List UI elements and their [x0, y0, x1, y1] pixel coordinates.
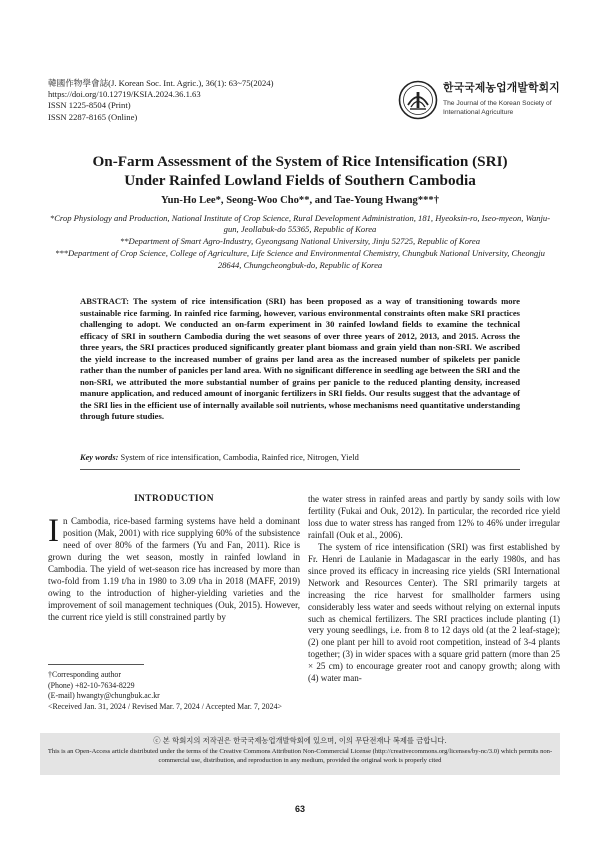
right-paragraph-2: The system of rice intensification (SRI) was first established by Fr. Henri de Laulanie in Madagascar in the early 1980s, and has since proved its efficacy in increasing rice yields (SRI International Network and Resources Center). The SRI primarily targets at increasing the rice harvest for smallholder farmers using considerably less water and seeds without relying on external inputs such as chemical fertilizers. The SRI practices include planting (1) very young seedlings, i.e. from 8 to 12 days old (at the 2 leaf-stage); (2) one plant per hill to avoid root competition, instead of 3-4 plants together; (3) in wider spaces with a square grid pattern (more than 25 × 25 cm) to encourage greater root and canopy growth; along with (4) water man- — [308, 541, 560, 684]
society-name-korean: 한국국제농업개발학회지 — [443, 81, 560, 94]
keywords-list: System of rice intensification, Cambodia, Rainfed rice, Nitrogen, Yield — [120, 453, 359, 462]
abstract: ABSTRACT: The system of rice intensification (SRI) has been proposed as a way of transitioning towards more sustainable rice farming. In rainfed rice farming, however, various environmental constraints often make SRI practices challenging to adopt. We conducted an on-farm experiment in 30 rainfed lowland fields to examine the technical efficacy of SRI in southern Cambodia during the wet seasons of over three years of 2012, 2013, and 2015. Across the three years, the SRI practices produced significantly greater plant biomass and grain yield than non-SRI. We ascribed the yield increase to the increased number of grains per land area as the increased number of spikelets per panicle rather than the number of panicles per land area. With no significant difference in seedling age between the SRI and the non-SRI, we attributed the more substantial number of grains per panicle to the reduced planting density, increased manure application, and reduced amount of inorganic fertilizers in SRI fields. Our results suggest that the advantage of the SRI lies in the efficient use of internally available soil nutrients, whose mechanisms need quantitative understanding through future studies. — [80, 296, 520, 422]
affiliation-3: ***Department of Crop Science, College of Agriculture, Life Science and Environmental Chemistry, Chungbuk National University, Cheongju 28644, Chungcheongbuk-do, Republic of Korea — [55, 248, 545, 270]
journal-citation: 韓國作物學會誌(J. Korean Soc. Int. Agric.), 36(1): 63~75(2024) — [48, 78, 274, 88]
affiliations — [44, 213, 556, 272]
footnote-divider — [48, 664, 144, 665]
society-branding — [443, 80, 563, 117]
license-box — [40, 733, 560, 775]
footnote — [48, 670, 308, 712]
page-number: 63 — [294, 804, 305, 814]
title-line-2: Under Rainfed Lowland Fields of Southern Cambodia — [124, 172, 476, 189]
author-phone: (Phone) +82-10-7634-8229 — [48, 680, 135, 690]
drop-cap: I — [48, 513, 59, 549]
paper-title — [40, 152, 560, 190]
intro-column-right — [308, 494, 560, 685]
issn-print: ISSN 1225-8504 (Print) — [48, 100, 131, 111]
intro-column-left — [48, 513, 300, 624]
right-paragraph-1: the water stress in rainfed areas and partly by sandy soils with low fertility (Fukai and Ouk, 2012). In particular, the recorded rice yield loss due to water stress has ranged from 12% to 46% under irregular rainfall (Ouk et al., 2006). — [308, 494, 560, 540]
keywords-divider — [80, 469, 520, 470]
affiliation-2: **Department of Smart Agro-Industry, Gyeongsang National University, Jinju 52725, Republic of Korea — [119, 236, 481, 247]
copyright-notice: ⓒ 본 학회지의 저작권은 한국국제농업개발학회에 있으며, 이의 무단전재나 복제를 금합니다. — [153, 736, 447, 745]
society-emblem-icon — [398, 80, 438, 120]
license-text: This is an Open-Access article distributed under the terms of the Creative Commons Attribution Non-Commercial License (http://creativecommons.org/licenses/by-nc/3.0) which permits non-commercial use, distribution, and reproduction in any medium, provided the original work is properly cited — [47, 747, 553, 764]
author-list: Yun-Ho Lee*, Seong-Woo Cho**, and Tae-Young Hwang***† — [160, 195, 440, 206]
journal-header — [48, 78, 273, 123]
title-line-1: On-Farm Assessment of the System of Rice Intensification (SRI) — [92, 153, 508, 170]
section-heading: INTRODUCTION — [134, 494, 214, 504]
doi-link[interactable]: https://doi.org/10.12719/KSIA.2024.36.1.63 — [48, 89, 201, 100]
affiliation-1: *Crop Physiology and Production, National Institute of Crop Science, Rural Development Administration, 181, Hyeoksin-ro, Iseo-myeon, Wanju-gun, Jeollabuk-do 55365, Republic of Korea — [49, 213, 551, 235]
intro-paragraph-1: n Cambodia, rice-based farming systems have held a dominant position (Mak, 2001) with rice supplying 60% of the subsistence need of over 80% of the farmers (Yu and Fan, 2011). Rice is grown during the wet season, mostly in rainfed lowland in Cambodia. The yield of wet-season rice has increased by more than two-fold from 1.19 t/ha in 1980 to 3.09 t/ha in 2018 (MAFF, 2019) owing to the introduction of higher-yielding varieties and the improvement of soil management techniques (Ouk, 2015). However, the current rice yield is still constrained partly by — [48, 516, 300, 622]
keywords — [80, 452, 520, 463]
corresponding-author: †Corresponding author — [48, 670, 121, 679]
received-dates: <Received Jan. 31, 2024 / Revised Mar. 7, 2024 / Accepted Mar. 7, 2024> — [48, 701, 282, 711]
society-name-english: The Journal of the Korean Society of International Agriculture — [443, 100, 552, 116]
keywords-label: Key words: — [80, 453, 119, 462]
issn-online: ISSN 2287-8165 (Online) — [48, 111, 138, 122]
author-email[interactable]: (E-mail) hwangty@chungbuk.ac.kr — [48, 691, 160, 701]
